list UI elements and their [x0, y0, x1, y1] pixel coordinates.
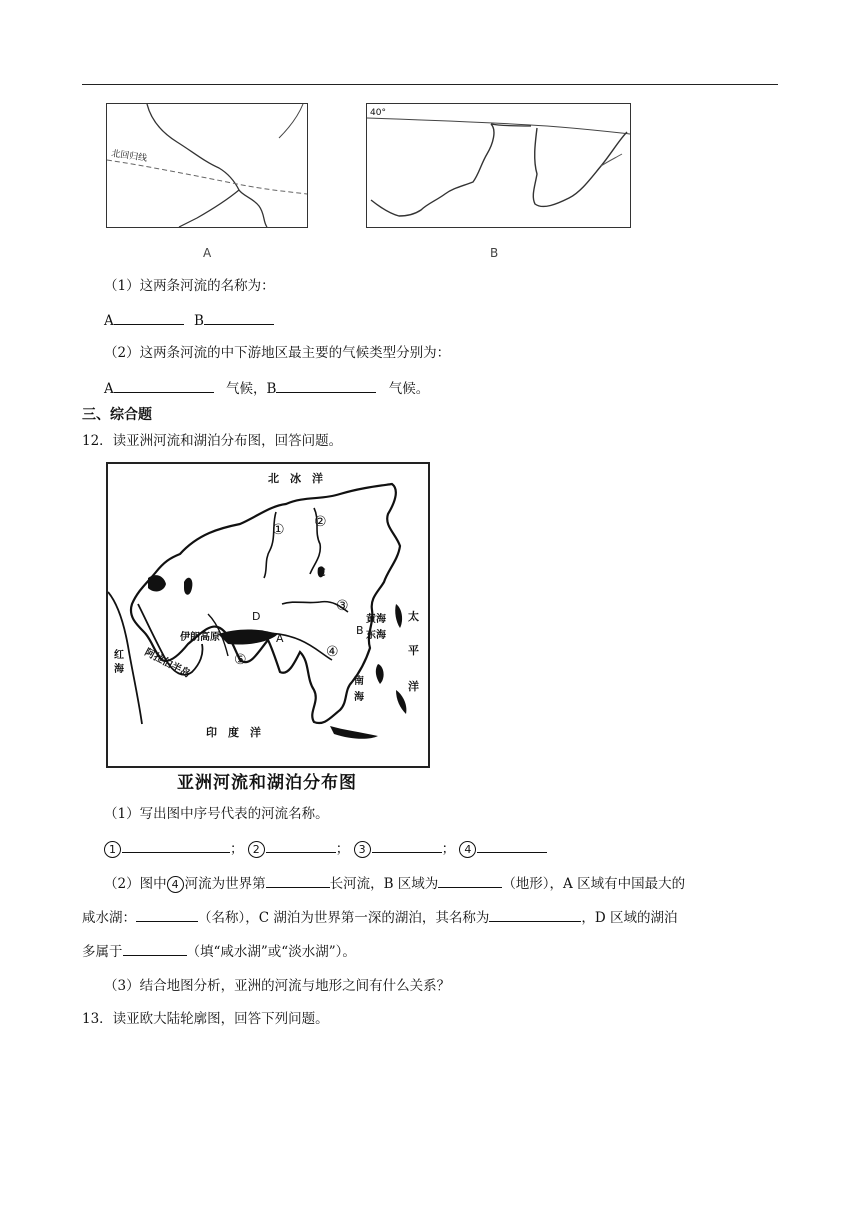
- q12-part2-line3: [82, 941, 356, 962]
- region-a-label: A: [276, 632, 284, 645]
- q12-part1-answers: [104, 838, 547, 859]
- q11-climate-text-2: 气候。: [388, 381, 430, 397]
- answer-blank[interactable]: [122, 838, 230, 853]
- river-1-marker: ①: [272, 522, 285, 538]
- answer-blank[interactable]: [372, 838, 442, 853]
- arctic-ocean-label: 北 冰 洋: [268, 472, 323, 485]
- pacific-label-3: 洋: [408, 680, 419, 693]
- river-3-marker: ③: [336, 598, 349, 614]
- river-b-map: [367, 104, 630, 227]
- asia-map-svg: [108, 464, 428, 766]
- q11-part1-answers: [104, 310, 274, 331]
- q11-climate-text-1: 气候，B: [226, 381, 277, 397]
- asia-rivers-lakes-map: [106, 462, 430, 768]
- q11-climate-a-label: A: [104, 381, 114, 397]
- arabian-peninsula-label: 阿拉伯半岛: [142, 646, 192, 681]
- red-sea-label-2: 海: [114, 664, 124, 675]
- answer-blank[interactable]: [136, 907, 198, 922]
- separator: ；: [335, 841, 350, 857]
- circled-number: 4: [459, 841, 476, 858]
- answer-blank[interactable]: [266, 838, 336, 853]
- q12-part2-line1: [104, 873, 685, 894]
- river-a-map: [107, 104, 307, 227]
- q11-part2-answers: [104, 378, 429, 399]
- section-title: 三、综合题: [82, 407, 152, 423]
- map-title: 亚洲河流和湖泊分布图: [177, 773, 357, 793]
- figure-b-label: B: [490, 246, 499, 260]
- indian-ocean-label: 印 度 洋: [206, 726, 261, 739]
- q12-p2-text: 长河流，B 区域为: [329, 876, 439, 892]
- q12-p2-text: （填“咸水湖”或“淡水湖”）。: [186, 944, 356, 960]
- answer-blank[interactable]: [489, 907, 581, 922]
- q12-p2-text: （地形），A 区域有中国最大的: [502, 876, 686, 892]
- yellow-sea-label: 黄海: [366, 614, 386, 625]
- pacific-label-2: 平: [408, 644, 419, 657]
- q11-part1: [104, 276, 275, 296]
- answer-blank[interactable]: [477, 838, 547, 853]
- q11-part2: [104, 343, 450, 363]
- circled-number: 3: [354, 841, 371, 858]
- east-sea-label: 东海: [366, 630, 386, 641]
- header-rule: [82, 84, 778, 85]
- q11-a-label: A: [104, 313, 114, 329]
- answer-blank[interactable]: [276, 378, 376, 393]
- q11-part1-text: （1）这两条河流的名称为：: [104, 278, 275, 294]
- q12-part2-line2: [82, 907, 678, 928]
- circled-number: 2: [248, 841, 265, 858]
- river-4-marker: ④: [326, 644, 339, 660]
- answer-blank[interactable]: [114, 378, 214, 393]
- q12-p2-text: 河流为世界第: [184, 876, 266, 892]
- q12-stem: 12．读亚洲河流和湖泊分布图，回答问题。: [82, 433, 343, 449]
- q11-b-label: B: [194, 313, 204, 329]
- river-figure-a: [106, 103, 308, 228]
- answer-blank[interactable]: [123, 941, 187, 956]
- river-2-marker: ②: [314, 514, 327, 530]
- q12-p2-text: ，D 区域的湖泊: [581, 910, 678, 926]
- q13-stem: 13．读亚欧大陆轮廓图，回答下列问题。: [82, 1011, 329, 1027]
- q11-part2-text: （2）这两条河流的中下游地区最主要的气候类型分别为：: [104, 345, 451, 361]
- pacific-label-1: 太: [408, 610, 419, 623]
- q12-p2-text: 多属于: [82, 944, 123, 960]
- river-5-marker: ⑤: [234, 652, 247, 668]
- answer-blank[interactable]: [114, 310, 184, 325]
- river-figure-b: [366, 103, 631, 228]
- separator: ；: [441, 841, 456, 857]
- iranian-plateau-label: 伊朗高原: [180, 632, 220, 643]
- south-sea-label-1: 南: [354, 676, 364, 687]
- region-b-label: B: [356, 624, 364, 637]
- answer-blank[interactable]: [266, 873, 330, 888]
- south-sea-label-2: 海: [354, 692, 364, 703]
- q12-p2-text: 咸水湖：: [82, 910, 136, 926]
- lake-c-label: C: [318, 566, 326, 579]
- q12-p2-text: （名称），C 湖泊为世界第一深的湖泊，其名称为: [198, 910, 490, 926]
- answer-blank[interactable]: [438, 873, 502, 888]
- tropic-of-cancer-label: 北回归线: [110, 149, 148, 164]
- circled-number: 1: [104, 841, 121, 858]
- region-d-label: D: [252, 610, 261, 623]
- q12-p2-text: （2）图中: [104, 876, 167, 892]
- answer-blank[interactable]: [204, 310, 274, 325]
- q12-part3: （3）结合地图分析，亚洲的河流与地形之间有什么关系？: [104, 978, 451, 994]
- separator: ；: [230, 841, 244, 857]
- latitude-label: 40°: [370, 108, 386, 118]
- figure-a-label: A: [203, 246, 212, 260]
- red-sea-label-1: 红: [114, 650, 124, 661]
- q12-part1: （1）写出图中序号代表的河流名称。: [104, 806, 329, 822]
- circled-number: 4: [167, 876, 184, 893]
